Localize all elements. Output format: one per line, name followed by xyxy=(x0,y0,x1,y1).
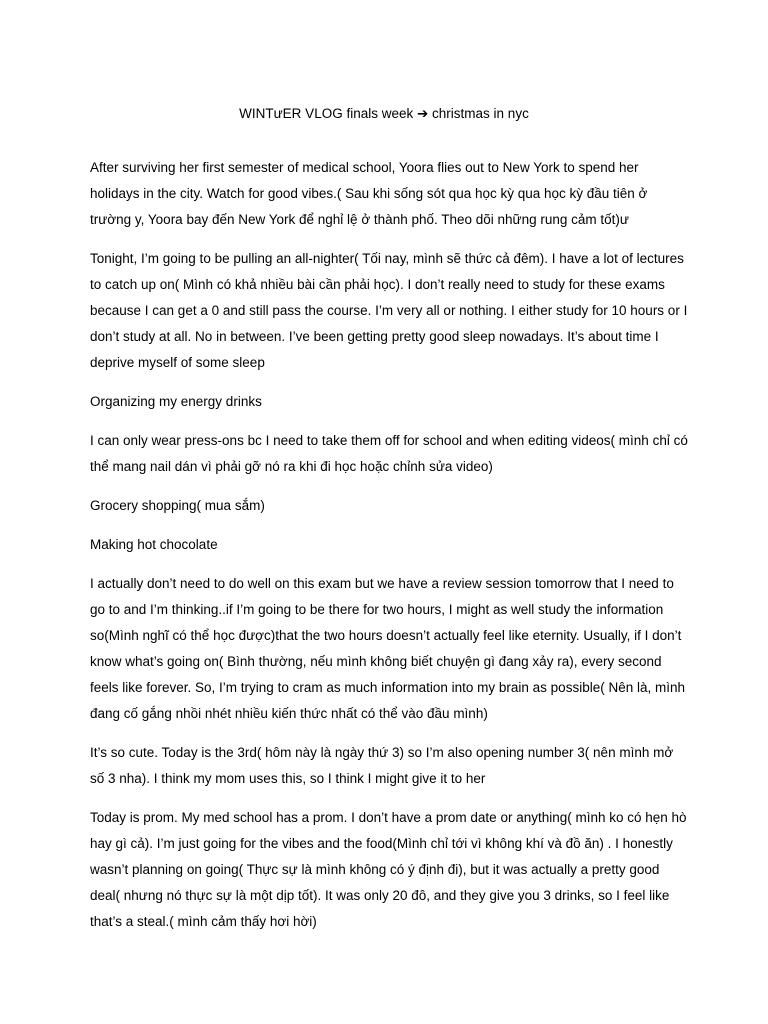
paragraph-all-nighter: Tonight, I’m going to be pulling an all-nighter( Tối nay, mình sẽ thức cả đêm). I have a lot of lectures to catch up on( Mình có khả nhiều bài cần phải học). I don’t really need to study for these exams because I can get a 0 and still pass the course. I’m very all or nothing. I either study for 10 hours or I don’t study at all. No in between. I’ve been getting pretty good sleep nowadays. It’s about time I deprive myself of some sleep xyxy=(90,251,688,370)
paragraph-prom: Today is prom. My med school has a prom. I don’t have a prom date or anything( mình ko có hẹn hò hay gì cả). I’m just going for the vibes and the food(Mình chỉ tới vì không khí và đồ ăn) . I honestly wasn’t planning on going( Thực sự là mình không có ý định đi), but it was actually a pretty good deal( nhưng nó thực sự là một dịp tốt). It was only 20 đô, and they give you 3 drinks, so I feel like that’s a steal.( mình cảm thấy hơi hời) xyxy=(90,810,687,929)
paragraph-review-session: I actually don’t need to do well on this exam but we have a review session tomorrow that I need to go to and I’m thinking..if I’m going to be there for two hours, I might as well study the information so(Mình nghĩ có thể học được)that the two hours doesn’t actually feel like eternity. Usually, if I don’t know what’s going on( Bình thường, nếu mình không biết chuyện gì đang xảy ra), every second feels like forever. So, I’m trying to cram as much information into my brain as possible( Nên là, mình đang cố gắng nhồi nhét nhiều kiến thức nhất có thể vào đầu mình) xyxy=(90,576,685,721)
paragraph-energy-drinks: Organizing my energy drinks xyxy=(90,394,262,409)
paragraph-press-ons: I can only wear press-ons bc I need to take them off for school and when editing videos( mình chỉ có thể mang nail dán vì phải gỡ nó ra khi đi học hoặc chỉnh sửa video) xyxy=(90,433,688,474)
paragraph-intro: After surviving her first semester of medical school, Yoora flies out to New York to spend her holidays in the city. Watch for good vibes.( Sau khi sống sót qua học kỳ qua học kỳ đầu tiên ở trường y, Yoora bay đến New York để nghỉ lệ ở thành phố. Theo dõi những rung cảm tốt)ư xyxy=(90,160,648,227)
paragraph-grocery: Grocery shopping( mua sắm) xyxy=(90,498,265,513)
paragraph-hot-chocolate: Making hot chocolate xyxy=(90,537,218,552)
document-body xyxy=(90,155,690,948)
paragraph-advent: It’s so cute. Today is the 3rd( hôm này là ngày thứ 3) so I’m also opening number 3( nên mình mở số 3 nha). I think my mom uses this, so I think I might give it to her xyxy=(90,745,674,786)
document-title: WINTưER VLOG finals week ➔ christmas in nyc xyxy=(239,106,529,121)
